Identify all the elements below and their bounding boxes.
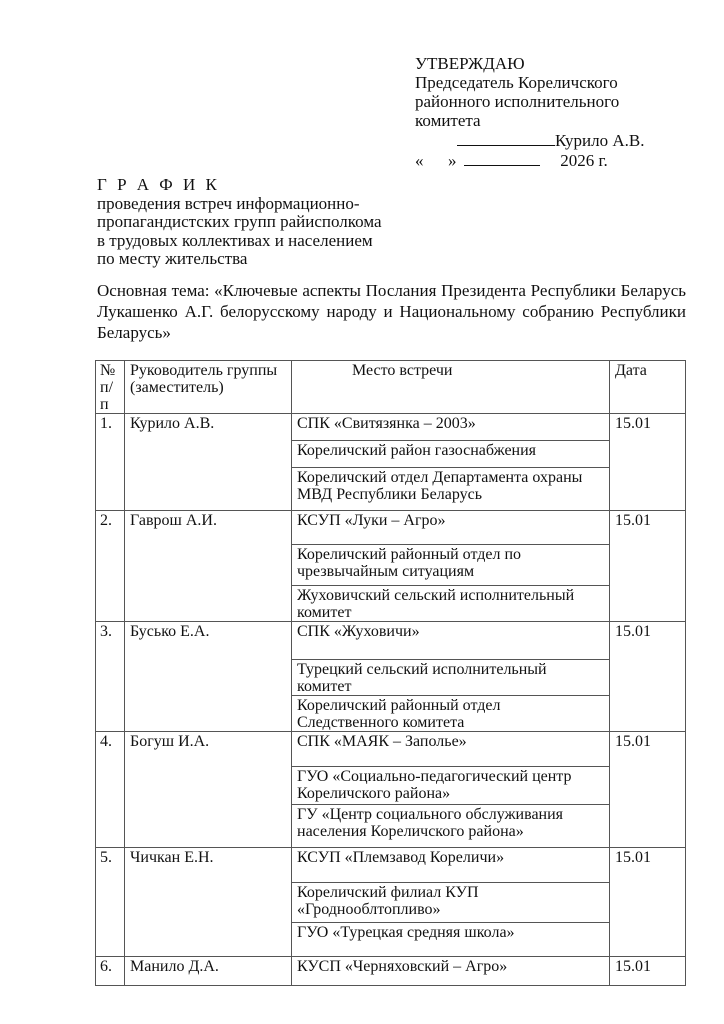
subtitle-line: пропагандистских групп райисполкома	[97, 212, 382, 231]
meeting-place: Жуховичский сельский исполнительный комитет	[292, 586, 610, 622]
meeting-date: 15.01	[610, 732, 686, 848]
meeting-place: Кореличский отдел Департамента охраны МВД Республики Беларусь	[292, 468, 610, 511]
table-row	[96, 848, 686, 883]
table-row	[96, 414, 686, 441]
subtitle-line: в трудовых коллективах и населением	[97, 230, 373, 250]
meeting-place: СПК «МАЯК – Заполье»	[292, 732, 610, 767]
signature-line	[457, 130, 555, 146]
header-place: Место встречи	[292, 361, 610, 414]
date-close-quote: »	[448, 151, 457, 170]
group-leader: Курило А.В.	[125, 414, 292, 511]
meeting-place: Кореличский районный отдел Следственного комитета	[292, 696, 610, 732]
header-num: № п/ п	[96, 361, 125, 414]
meeting-place: КСУП «Луки – Агро»	[292, 511, 610, 545]
row-number: 1.	[96, 414, 125, 511]
main-theme: Основная тема: «Ключевые аспекты Послания Президента Республики Беларусь Лукашенко А.Г. белорусскому народу и Национальному собранию Республики Беларусь»	[97, 281, 686, 342]
meeting-place: Турецкий сельский исполнительный комитет	[292, 660, 610, 696]
meeting-date: 15.01	[610, 848, 686, 957]
approval-date-row	[415, 150, 645, 170]
approval-year: 2026 г.	[560, 151, 608, 170]
table-row	[96, 732, 686, 767]
meeting-date: 15.01	[610, 957, 686, 986]
row-number: 3.	[96, 622, 125, 732]
meeting-place: Кореличский район газоснабжения	[292, 441, 610, 468]
header-date: Дата	[610, 361, 686, 414]
date-blank-line	[464, 150, 540, 166]
approval-line-2: районного исполнительного	[415, 92, 620, 111]
meeting-place: Кореличский районный отдел по чрезвычайным ситуациям	[292, 545, 610, 586]
meeting-place: КУСП «Черняховский – Агро»	[292, 957, 610, 986]
meeting-place: СПК «Свитязянка – 2003»	[292, 414, 610, 441]
schedule-title-block	[97, 176, 382, 269]
table-row	[96, 957, 686, 986]
meeting-place: ГУО «Турецкая средняя школа»	[292, 923, 610, 957]
group-leader: Бусько Е.А.	[125, 622, 292, 732]
subtitle-line: проведения встреч информационно-	[97, 193, 360, 213]
approval-heading: УТВЕРЖДАЮ	[415, 54, 525, 73]
header-leader: Руководитель группы (заместитель)	[125, 361, 292, 414]
row-number: 6.	[96, 957, 125, 986]
meeting-place: ГУ «Центр социального обслуживания населения Кореличского района»	[292, 805, 610, 848]
table-header-row	[96, 361, 686, 414]
meeting-place: Кореличский филиал КУП «Гроднооблтопливо»	[292, 883, 610, 923]
meeting-place: ГУО «Социально-педагогический центр Кореличского района»	[292, 767, 610, 805]
date-open-quote: «	[415, 151, 424, 170]
table-row	[96, 622, 686, 660]
subtitle-line: по месту жительства	[97, 249, 248, 268]
approval-block	[415, 54, 645, 170]
meeting-place: КСУП «Племзавод Кореличи»	[292, 848, 610, 883]
group-leader: Гаврош А.И.	[125, 511, 292, 622]
meeting-place: СПК «Жуховичи»	[292, 622, 610, 660]
row-number: 5.	[96, 848, 125, 957]
approval-line-1: Председатель Кореличского	[415, 73, 618, 92]
meeting-date: 15.01	[610, 622, 686, 732]
schedule-table	[95, 360, 686, 986]
approval-line-3: комитета	[415, 111, 481, 130]
signature-row	[415, 130, 645, 150]
row-number: 2.	[96, 511, 125, 622]
group-leader: Богуш И.А.	[125, 732, 292, 848]
signatory-name: Курило А.В.	[555, 131, 645, 150]
meeting-date: 15.01	[610, 414, 686, 511]
meeting-date: 15.01	[610, 511, 686, 622]
schedule-title: Г Р А Ф И К	[97, 175, 220, 194]
group-leader: Чичкан Е.Н.	[125, 848, 292, 957]
row-number: 4.	[96, 732, 125, 848]
group-leader: Манило Д.А.	[125, 957, 292, 986]
table-row	[96, 511, 686, 545]
